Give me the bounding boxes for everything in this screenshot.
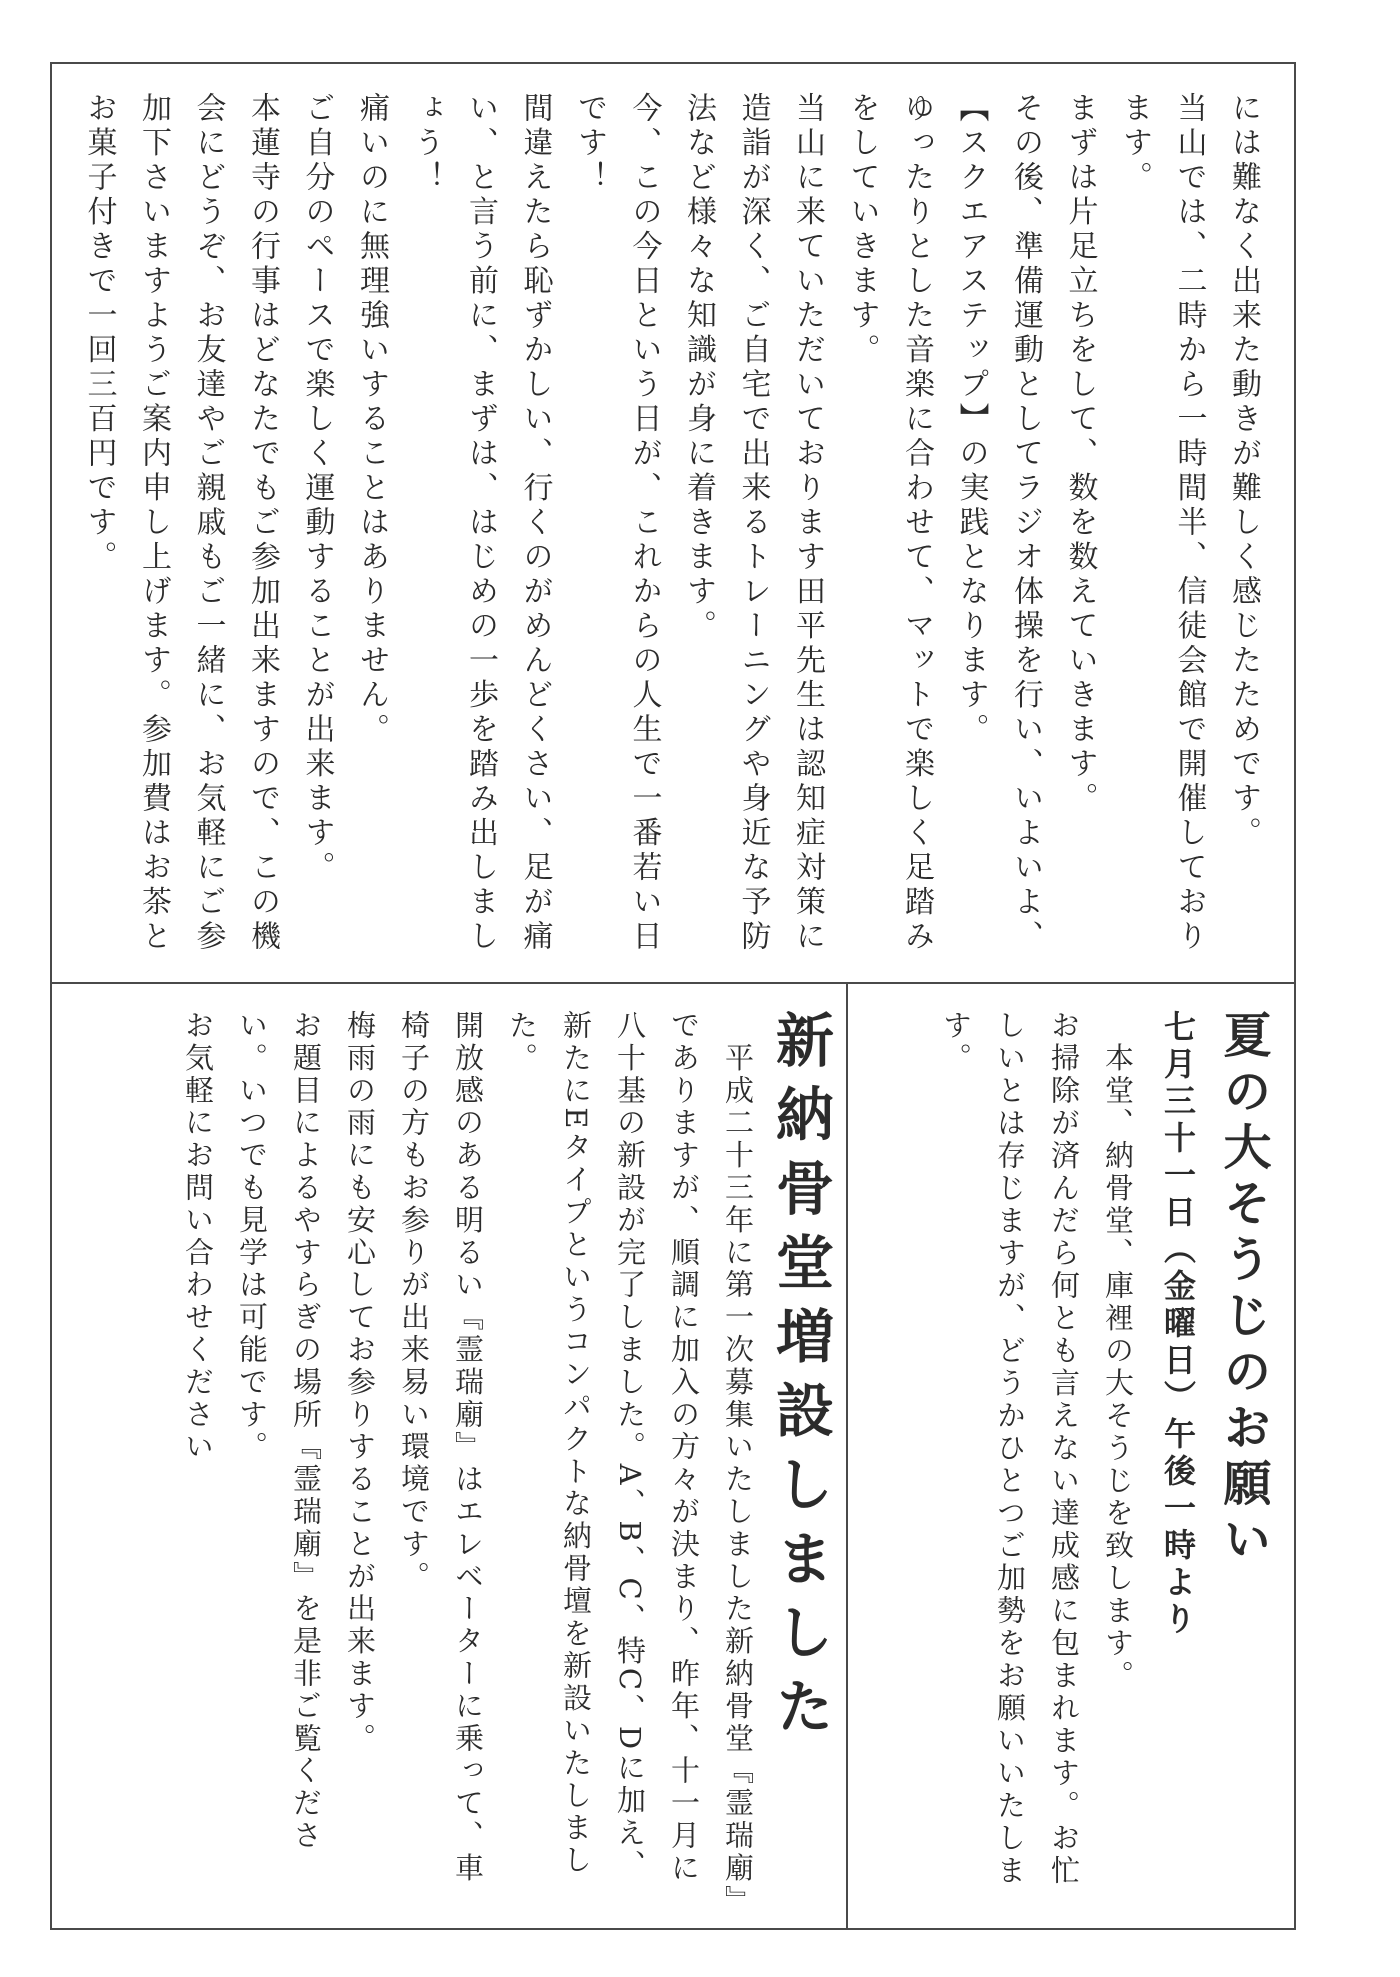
horizontal-divider xyxy=(52,982,1294,984)
article-title: 新納骨堂増設しました xyxy=(766,1010,834,1750)
notice-body: 本堂、納骨堂、庫裡の大そうじを致します。 お掃除が済んだら何とも言えない達成感に包まれます。お忙しいとは存じますが、どうかひとつご加勢をお願いいたします。 xyxy=(939,1010,1135,1888)
ossuary-article xyxy=(110,1010,835,1910)
exercise-class-text xyxy=(81,92,1270,964)
exercise-class-paragraph: には難なく出来た動きが難しく感じたためです。 当山では、二時から一時間半、信徒会館で開催しております。 まずは片足立ちをして、数を数えていきます。 その後、準備運動としてラジオ体操を行い、いよいよ、【スクエアステップ】の実践となります。 ゆったりとした音楽に合わせて、マットで楽しく足踏みをしていきます。 当山に来ていただいております田平先生は認知症対策に造詣が深く、ご自宅で出来るトレーニングや身近な予防法など様々な知識が身に着きます。 今、この今日という日が、これからの人生で一番若い日です！ 間違えたら恥ずかしい、行くのがめんどくさい、足が痛い、と言う前に、まずは、はじめの一歩を踏み出しましょう！ 痛いのに無理強いすることはありません。 ご自分のペースで楽しく運動することが出来ます。 本蓮寺の行事はどなたでもご参加出来ますので、この機会にどうぞ、お友達やご親戚もご一緒に、お気軽にご参加下さいますようご案内申し上げます。参加費はお茶とお菓子付きで一回三百円です。 xyxy=(81,92,1261,955)
article-body: 平成二十三年に第一次募集いたしました新納骨堂『霊瑞廟』でありますが、順調に加入の方々が決まり、昨年、十一月に八十基の新設が完了しました。A、B、C、特C、Dに加え、新たにEタイプというコンパクトな納骨壇を新設いたしました。 開放感のある明るい『霊瑞廟』はエレベーターに乗って、車椅子の方もお参りが出来易い環境です。 梅雨の雨にも安心してお参りすることが出来ます。 お題目によるやすらぎの場所『霊瑞廟』を是非ご覧ください。いつでも見学は可能です。 お気軽にお問い合わせください xyxy=(181,1010,755,1903)
summer-cleaning-notice xyxy=(860,1010,1275,1910)
notice-date: 七月三十一日（金曜日）午後一時より xyxy=(1159,1010,1197,1639)
notice-title: 夏の大そうじのお願い xyxy=(1215,1010,1271,1570)
vertical-divider xyxy=(846,984,848,1928)
